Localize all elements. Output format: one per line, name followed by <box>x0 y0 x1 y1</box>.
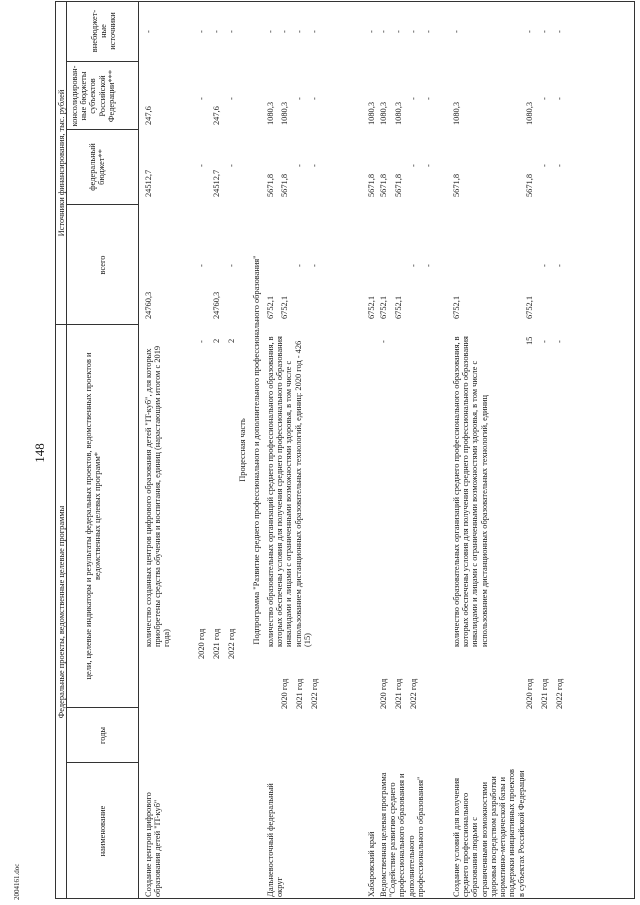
r4-y3: 2022 год <box>409 678 418 709</box>
r4-2021-fed: - <box>409 164 418 167</box>
r2-2020-cons: 1080,3 <box>280 101 289 125</box>
r2-2022-off: - <box>310 30 319 33</box>
r1-2022-fed: - <box>227 164 236 167</box>
r1-2022-ind: 2 <box>227 338 236 343</box>
r5-2022-off: - <box>555 30 564 33</box>
r5-2022-fed: - <box>555 164 564 167</box>
r5-fed: 5671,8 <box>452 173 461 197</box>
r1-2021-fed: 24512,7 <box>212 169 221 197</box>
r1-off: - <box>144 30 153 33</box>
r2-name: Дальневосточный федеральный округ <box>266 783 285 897</box>
header-top-group: Федеральные проекты, ведомственные целевые программы <box>57 505 66 719</box>
r5-name: Создание условий для получения среднего профессионального образования людьми с ограниченными возможностями здоровья посредством разработки нормативно-методической базы и поддержки инициативных проектов в субъектах Российской Федерации <box>452 768 526 897</box>
r3-off: - <box>367 30 376 33</box>
r4-2020-off: - <box>379 30 388 33</box>
r3-cons: 1080,3 <box>367 101 376 125</box>
r4-off: - <box>394 30 403 33</box>
r2-2022-cons: - <box>310 97 319 100</box>
r4-cons: 1080,3 <box>394 101 403 125</box>
r5-y1: 2020 год <box>525 678 534 709</box>
r2-2021-off: - <box>295 30 304 33</box>
col-right-border <box>55 1 634 2</box>
r1-goal: количество созданных центров цифрового образования детей "IT-куб", для которых приобретены средства обучения и воспитания, единиц (нарастающим итогом с 2019 года) <box>144 345 172 647</box>
r2-fed: 5671,8 <box>266 173 275 197</box>
r1-2021-total: 24760,3 <box>212 291 221 319</box>
r4-2021-cons: - <box>409 97 418 100</box>
r4-y1: 2020 год <box>379 678 388 709</box>
r4-2022-fed: - <box>424 164 433 167</box>
r2-2020-total: 6752,1 <box>280 295 289 319</box>
r1-2021-cons: 247,6 <box>212 106 221 125</box>
r5-2021-ind: - <box>540 340 549 343</box>
r2-2021-total: - <box>295 264 304 267</box>
r3-fed: 5671,8 <box>367 173 376 197</box>
r5-2021-fed: - <box>540 164 549 167</box>
r4-2022-cons: - <box>424 97 433 100</box>
r2-y1: 2020 год <box>280 678 289 709</box>
r2-2021-fed: - <box>295 164 304 167</box>
r1-cons: 247,6 <box>144 106 153 125</box>
header-divider <box>138 1 139 899</box>
r1-2020-ind: - <box>197 340 206 343</box>
table-bottom-border <box>634 1 635 899</box>
r1-y2: 2021 год <box>212 628 221 659</box>
r5-goal: количество образовательных организаций среднего профессионального образования, в которых обеспечены условия для получения среднего профессионального образования инвалидами и лицами с ограниченными возможностями здоровья, в том числе с использованием дистанционных образовательных технологий, единиц <box>452 336 489 647</box>
r4-y2: 2021 год <box>394 678 403 709</box>
r4-2020-fed: 5671,8 <box>379 173 388 197</box>
r1-2020-total: - <box>197 264 206 267</box>
subprogram-label: Подпрограмма "Развитие среднего профессионального и дополнительного профессионального образования" <box>252 255 261 645</box>
r5-y2: 2021 год <box>540 678 549 709</box>
header-goals: цели, целевые индикаторы и результаты федеральных проектов, ведомственных проектов и ведомственных целевых программ* <box>84 352 103 680</box>
r4-2022-off: - <box>424 30 433 33</box>
r3-total: 6752,1 <box>367 295 376 319</box>
r2-y3: 2022 год <box>310 678 319 709</box>
r4-2021-off: - <box>409 30 418 33</box>
r5-2022-ind: - <box>555 340 564 343</box>
r4-2022-total: - <box>424 264 433 267</box>
r5-2021-cons: - <box>540 97 549 100</box>
r2-off: - <box>266 30 275 33</box>
r4-ind: - <box>379 340 388 343</box>
header-name: наименование <box>98 805 107 857</box>
r1-2020-off: - <box>197 30 206 33</box>
page-number: 148 <box>32 443 47 463</box>
header-offbudget: внебюджет-ные источники <box>90 9 118 53</box>
r5-2020-off: - <box>525 30 534 33</box>
r1-y1: 2020 год <box>197 628 206 659</box>
r1-total: 24760,3 <box>144 291 153 319</box>
r2-2021-cons: - <box>295 97 304 100</box>
r5-total: 6752,1 <box>452 295 461 319</box>
r2-2020-off: - <box>280 30 289 33</box>
header-funding-group: Источники финансирования, тыс. рублей <box>57 89 66 237</box>
r5-2021-off: - <box>540 30 549 33</box>
r2-y2: 2021 год <box>295 678 304 709</box>
r1-2022-off: - <box>227 30 236 33</box>
table-top-border <box>55 1 56 899</box>
r2-2022-fed: - <box>310 164 319 167</box>
col-left-border <box>55 898 634 899</box>
r2-total: 6752,1 <box>266 295 275 319</box>
r4-2020-cons: 1080,3 <box>379 101 388 125</box>
r1-2022-cons: - <box>227 97 236 100</box>
r1-y3: 2022 год <box>227 628 236 659</box>
r1-2020-fed: - <box>197 164 206 167</box>
r5-2022-cons: - <box>555 97 564 100</box>
process-part-label: Процессная часть <box>238 418 247 482</box>
r2-2020-fed: 5671,8 <box>280 173 289 197</box>
header-total: всего <box>98 255 107 275</box>
r2-2022-total: - <box>310 264 319 267</box>
header-federal: федеральный бюджет** <box>88 143 107 191</box>
r5-2022-total: - <box>555 264 564 267</box>
r5-2020-fed: 5671,8 <box>525 173 534 197</box>
r1-2021-ind: 2 <box>212 338 221 343</box>
r5-2020-cons: 1080,3 <box>525 101 534 125</box>
r4-total: 6752,1 <box>394 295 403 319</box>
r5-y3: 2022 год <box>555 678 564 709</box>
r1-2021-off: - <box>212 30 221 33</box>
r4-fed: 5671,8 <box>394 173 403 197</box>
header-years: годы <box>98 726 107 745</box>
r5-cons: 1080,3 <box>452 101 461 125</box>
r3-name: Хабаровский край <box>367 831 376 897</box>
r1-name: Создание центров цифрового образования детей "IT-куб" <box>144 792 163 897</box>
r4-name: Ведомственная целевая программа "Содействие развитию среднего профессионального образования и дополнительного профессионального образования" <box>379 772 425 897</box>
r5-2020-ind: 15 <box>525 336 534 345</box>
r4-2021-total: - <box>409 264 418 267</box>
r1-fed: 24512,7 <box>144 169 153 197</box>
col-divider-federal <box>66 129 138 130</box>
col-divider-goals <box>55 324 138 325</box>
footer-filename: 2004161.doc <box>13 863 21 900</box>
r5-2021-total: - <box>540 264 549 267</box>
r1-2022-total: - <box>227 264 236 267</box>
r4-2020-total: 6752,1 <box>379 295 388 319</box>
r5-2020-total: 6752,1 <box>525 295 534 319</box>
col-divider-consolidated <box>66 61 138 62</box>
r5-off: - <box>452 30 461 33</box>
r2-cons: 1080,3 <box>266 101 275 125</box>
r2-goal: количество образовательных организаций среднего профессионального образования, в которых обеспечены условия для получения среднего профессионального образования инвалидами и лицами с ограниченными возможностями здоровья, в том числе с использованием дистанционных образовательных технологий, единиц: 2020 год - 426 (15) <box>266 336 312 647</box>
header-consolidated: консолидирован-ные бюджеты субъектов Российской Федерации*** <box>70 65 116 127</box>
r1-2020-cons: - <box>197 97 206 100</box>
